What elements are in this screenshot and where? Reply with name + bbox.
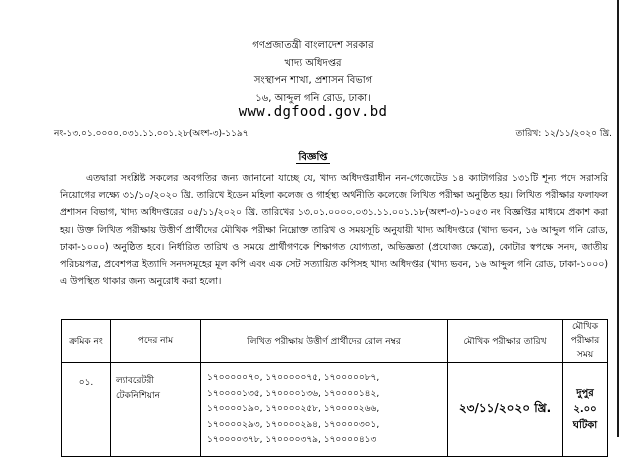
- table-header-row: [62, 320, 608, 363]
- header-serial: ক্রমিক নং: [62, 320, 111, 363]
- notice-title-text: বিজ্ঞপ্তি: [298, 152, 328, 163]
- notice-title: [0, 150, 626, 167]
- address-line: ১৬, আব্দুল গনি রোড, ঢাকা।: [255, 93, 371, 104]
- govt-heading: গণপ্রজাতন্ত্রী বাংলাদেশ সরকার: [252, 40, 374, 51]
- cell-post: ল্যাবরেটরী টেকনিশিয়ান: [111, 363, 201, 457]
- roll-line: ১৭০০০০১৩৫, ১৭০০০০১৩৬, ১৭০০০০১৪২,: [207, 388, 380, 399]
- header-post: পদের নাম: [111, 320, 201, 363]
- schedule-table: [61, 319, 608, 457]
- memo-date: তারিখ: ১২/১১/২০২০ খ্রি.: [515, 129, 612, 139]
- cell-serial: ০১.: [62, 363, 111, 457]
- section-heading: সংস্থাপন শাখা, প্রশাসন বিভাগ: [253, 75, 373, 86]
- header-rolls: লিখিত পরীক্ষায় উত্তীর্ণ প্রার্থীদের রোল নম্বর: [201, 320, 448, 363]
- roll-line: ১৭০০০০০৭০, ১৭০০০০০৭৫, ১৭০০০০০৮৭,: [207, 373, 380, 383]
- memo-number: নং-১৩.০১.০০০০.০৩১.১১.০০১.২৮(অংশ-৩)-১১৯৭: [54, 129, 249, 139]
- header-time: মৌখিক পরীক্ষার সময়: [563, 320, 608, 363]
- website-link[interactable]: www.dgfood.gov.bd: [238, 104, 388, 120]
- roll-line: ১৭০০০০২৯৩, ১৭০০০০২৯৪, ১৭০০০০৩০১,: [207, 419, 380, 430]
- roll-line: ১৭০০০০৩৭৮, ১৭০০০০৩৭৯, ১৭০০০০৪১৩: [207, 435, 377, 445]
- header-date: মৌখিক পরীক্ষার তারিখ: [448, 320, 563, 363]
- notice-body: এতদ্বারা সংশ্লিষ্ট সকলের অবগতির জন্য জানানো যাচ্ছে যে, খাদ্য অধিদপ্তরাধীন নন-গেজেটেড ১৪ ক্যাটাগরির ১৩১টি শূন্য পদে সরাসরি নিয়োগের লক্ষ্যে ৩১/১০/২০২০ খ্রি. তারিখে ইডেন মহিলা কলেজ ও গার্হস্থ্য অর্থনীতি কলেজে লিখিত পরীক্ষা অনুষ্ঠিত হয়। লিখিত পরীক্ষার ফলাফল প্রশাসন বিভাগ, খাদ্য অধিদপ্তরের ০৫/১১/২০২০ খ্রি. তারিখের ১৩.০১.০০০০.০৩১.১১.০০১.১৮(অংশ-৩)-১০৫৩ নং বিজ্ঞপ্তির মাধ্যমে প্রকাশ করা হয়। উক্ত লিখিত পরীক্ষায় উত্তীর্ণ প্রার্থীদের মৌখিক পরীক্ষা নিম্নোক্ত তারিখ ও সময়সূচি অনুযায়ী খাদ্য অধিদপ্তরে (খাদ্য ভবন, ১৬ আব্দুল গনি রোড, ঢাকা-১০০০) অনুষ্ঠিত হবে। নির্ধারিত তারিখ ও সময়ে প্রার্থীগণকে শিক্ষাগত যোগ্যতা, অভিজ্ঞতা (প্রযোজ্য ক্ষেত্রে), কোটার স্বপক্ষে সনদ, জাতীয় পরিচয়পত্র, প্রবেশপত্র ইত্যাদি সনদসমূহের মূল কপি এবং এক সেট সত্যায়িত কপিসহ খাদ্য অধিদপ্তর (খাদ্য ভবন, ১৬ আব্দুল গনি রোড, ঢাকা-১০০০) এ উপস্থিত থাকার জন্য অনুরোধ করা হলো।: [60, 173, 608, 288]
- cell-time: [563, 363, 608, 457]
- table-row: [62, 363, 608, 457]
- cell-date: ২৩/১১/২০২০ খ্রি.: [448, 363, 563, 457]
- directorate-heading: খাদ্য অধিদপ্তর: [284, 58, 342, 69]
- cell-rolls: [201, 363, 448, 457]
- time-part-1: দুপুর: [576, 387, 594, 399]
- roll-line: ১৭০০০০১৯০, ১৭০০০০২৫৮, ১৭০০০০২৬৬,: [207, 404, 380, 414]
- time-part-2: ২.০০ ঘটিকা: [572, 403, 598, 431]
